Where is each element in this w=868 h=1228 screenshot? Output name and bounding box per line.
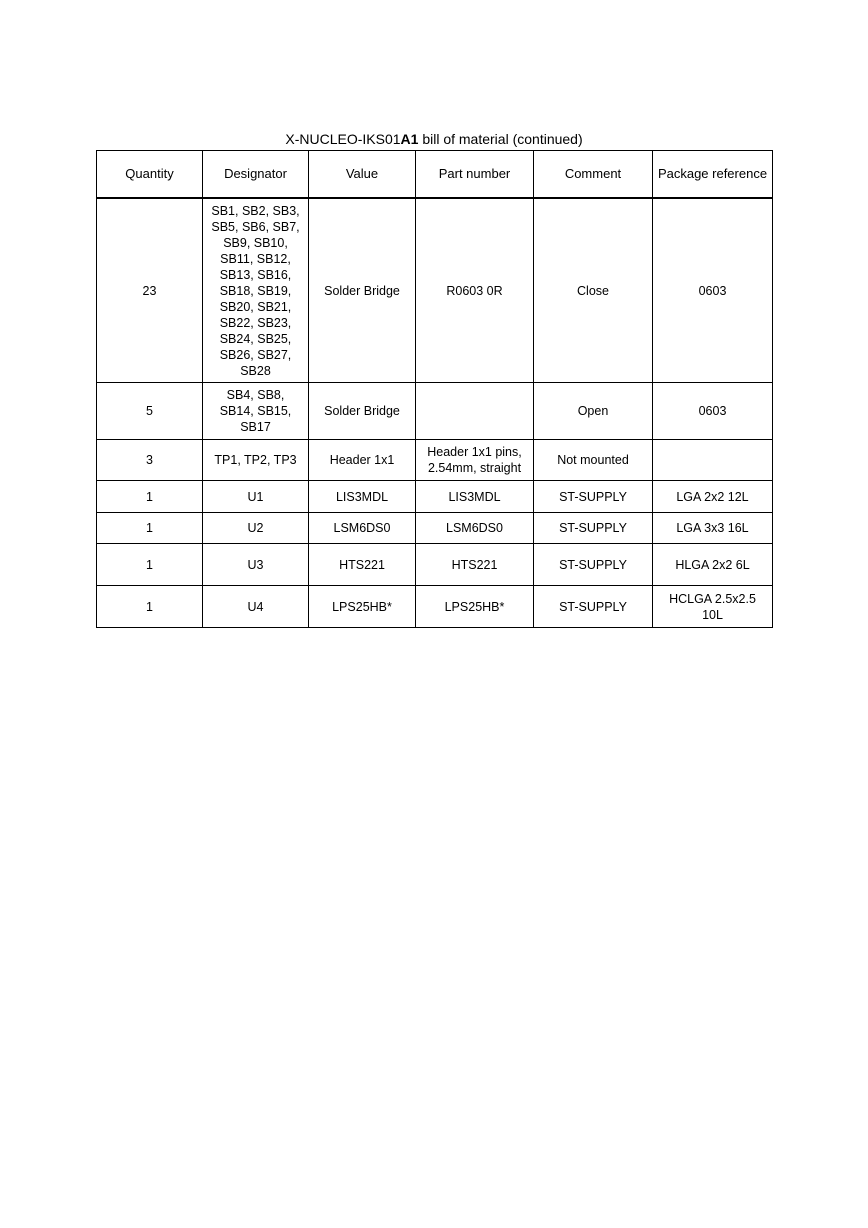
cell-designator: [203, 544, 309, 586]
cell-value: LPS25HB*: [309, 586, 416, 628]
designator-line: SB20, SB21,: [219, 299, 292, 314]
header-row: [97, 151, 773, 199]
cell-quantity: 1: [97, 544, 203, 586]
cell-comment: Open: [534, 383, 653, 440]
col-header-part-number: Part number: [416, 151, 534, 199]
cell-package-reference: [653, 440, 773, 481]
table-caption: [96, 130, 772, 148]
designator-line: U1: [247, 489, 264, 504]
cell-package-reference: 0603: [653, 383, 773, 440]
cell-designator: [203, 586, 309, 628]
designator-line: U3: [247, 557, 264, 572]
designator-line: TP1, TP2, TP3: [214, 453, 297, 467]
col-header-package-reference: Package reference: [653, 151, 773, 199]
col-header-value: Value: [309, 151, 416, 199]
designator-line: SB17: [240, 420, 271, 434]
designator-line: SB24, SB25,: [219, 331, 292, 346]
caption-prefix: X-NUCLEO-IKS01: [285, 131, 401, 147]
cell-value: Solder Bridge: [309, 383, 416, 440]
cell-part-number: [416, 383, 534, 440]
table-row: [97, 198, 773, 383]
designator-line: SB9, SB10,: [223, 235, 288, 250]
cell-quantity: 1: [97, 481, 203, 513]
designator-line: SB5, SB6, SB7,: [211, 219, 300, 234]
cell-designator: [203, 440, 309, 481]
cell-part-number: R0603 0R: [416, 198, 534, 383]
designator-line: SB1, SB2, SB3,: [211, 203, 300, 218]
cell-comment: ST-SUPPLY: [534, 481, 653, 513]
designator-line: SB28: [240, 363, 271, 378]
table-row: [97, 383, 773, 440]
cell-package-reference: 0603: [653, 198, 773, 383]
table-row: [97, 513, 773, 544]
designator-line: SB11, SB12,: [220, 251, 291, 266]
col-header-designator: Designator: [203, 151, 309, 199]
cell-package-reference: HCLGA 2.5x2.5 10L: [653, 586, 773, 628]
cell-value: Header 1x1: [309, 440, 416, 481]
cell-comment: Close: [534, 198, 653, 383]
cell-value: Solder Bridge: [309, 198, 416, 383]
cell-designator: [203, 513, 309, 544]
designator-line: SB14, SB15,: [219, 404, 292, 418]
cell-comment: Not mounted: [534, 440, 653, 481]
table-row: [97, 440, 773, 481]
cell-designator: [203, 198, 309, 383]
table-row: [97, 586, 773, 628]
designator-line: U2: [247, 521, 264, 535]
col-header-comment: Comment: [534, 151, 653, 199]
cell-quantity: 1: [97, 586, 203, 628]
cell-value: LSM6DS0: [309, 513, 416, 544]
designator-line: U4: [247, 599, 264, 614]
cell-part-number: LPS25HB*: [416, 586, 534, 628]
cell-package-reference: LGA 2x2 12L: [653, 481, 773, 513]
col-header-quantity: Quantity: [97, 151, 203, 199]
cell-part-number: Header 1x1 pins, 2.54mm, straight: [416, 440, 534, 481]
cell-comment: ST-SUPPLY: [534, 586, 653, 628]
cell-value: LIS3MDL: [309, 481, 416, 513]
cell-part-number: HTS221: [416, 544, 534, 586]
table-row: [97, 544, 773, 586]
caption-bold: A1: [400, 131, 419, 147]
designator-line: SB13, SB16,: [219, 267, 292, 282]
cell-designator: [203, 383, 309, 440]
cell-designator: [203, 481, 309, 513]
caption-suffix: bill of material (continued): [418, 131, 583, 147]
designator-line: SB4, SB8,: [226, 388, 285, 402]
cell-part-number: LIS3MDL: [416, 481, 534, 513]
cell-value: HTS221: [309, 544, 416, 586]
cell-quantity: 23: [97, 198, 203, 383]
cell-comment: ST-SUPPLY: [534, 513, 653, 544]
cell-quantity: 3: [97, 440, 203, 481]
cell-part-number: LSM6DS0: [416, 513, 534, 544]
table-row: [97, 481, 773, 513]
cell-comment: ST-SUPPLY: [534, 544, 653, 586]
cell-quantity: 5: [97, 383, 203, 440]
cell-package-reference: LGA 3x3 16L: [653, 513, 773, 544]
cell-package-reference: HLGA 2x2 6L: [653, 544, 773, 586]
bill-of-material-table: [96, 150, 773, 628]
designator-line: SB22, SB23,: [219, 315, 292, 330]
designator-line: SB26, SB27,: [219, 347, 292, 362]
cell-quantity: 1: [97, 513, 203, 544]
designator-line: SB18, SB19,: [219, 283, 292, 298]
